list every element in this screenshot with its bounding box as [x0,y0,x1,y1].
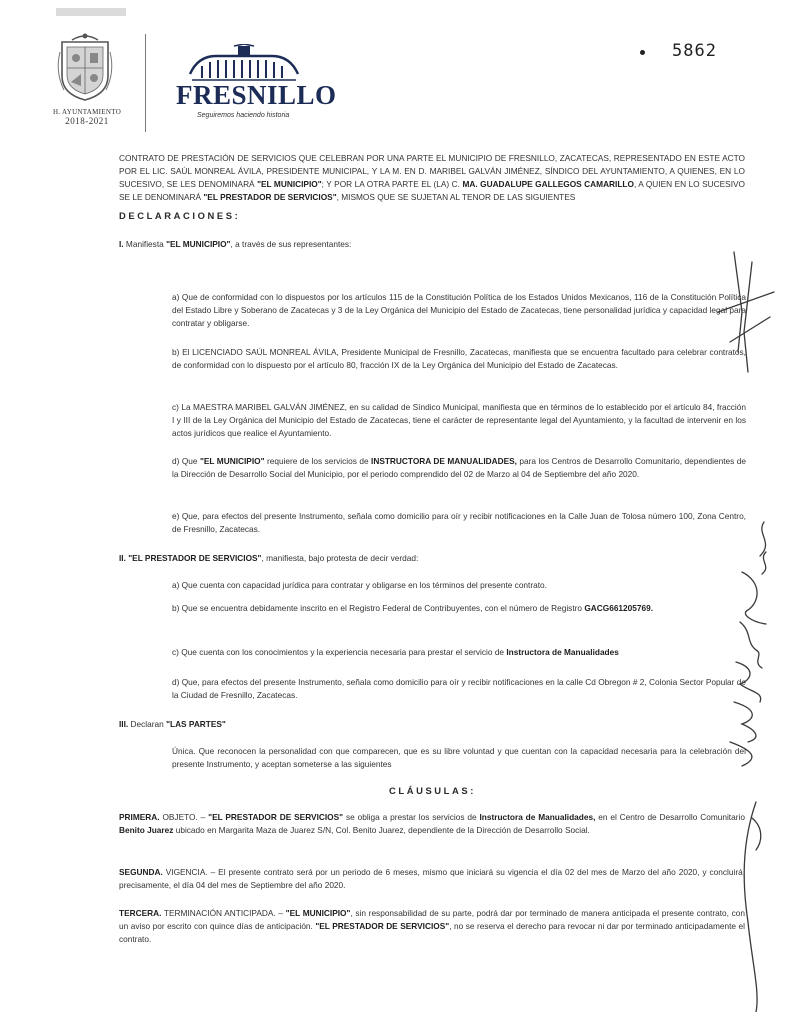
item-service: INSTRUCTORA DE MANUALIDADES, [371,456,517,466]
clausula-segunda [119,866,745,892]
handwritten-signature-icon [712,222,784,1012]
declaracion-ii-a: a) Que cuenta con capacidad jurídica para contratar y obligarse en los términos del presente contrato. [172,580,547,590]
declaracion-ii [119,552,745,565]
clause-text: OBJETO. – [159,812,209,822]
fresnillo-logo-text: FRESNILLO [176,80,337,110]
contract-intro [119,152,745,204]
seal-caption-line2: 2018-2021 [65,116,109,126]
section-party: "EL PRESTADOR DE SERVICIOS" [125,553,262,563]
item-text: para los Centros de Desarrollo Comunitario, dependientes de la Dirección de Desarrollo Social del Municipio, por el periodo comprendido del 02 de Marzo al 04 de Septiembre del año 2020. [172,456,746,479]
clause-center: Benito Juarez [119,825,174,835]
clause-text: TERMINACIÓN ANTICIPADA. – [161,908,286,918]
scan-mark [56,8,126,16]
section-party: "LAS PARTES" [166,719,226,729]
declaracion-iii [119,718,745,731]
declaracion-i-e: e) Que, para efectos del presente Instrumento, señala como domicilio para oír y recibir notificaciones en la Calle Juan de Tolosa número 100, Zona Centro, de Fresnillo, Zacatecas. [172,511,746,534]
section-party: "EL MUNICIPIO" [166,239,231,249]
declaracion-unica: Única. Que reconocen la personalidad con que comparecen, que es su libre voluntad y que cuentan con la capacidad necesaria para la celebración del presente Instrumento, y aceptan someterse a las siguientes [172,746,746,769]
intro-provider-name: MA. GUADALUPE GALLEGOS CAMARILLO [462,179,634,189]
seal-caption-line1: H. AYUNTAMIENTO [52,108,122,116]
declaracion-i-a: a) Que de conformidad con lo dispuestos por los artículos 115 de la Constitución Política de los Estados Unidos Mexicanos, 116 de la Constitución Política del Estado Libre y Soberano de Zacatecas y 3 de la Ley Orgánica del Municipio del Estado de Zacatecas, tiene personalidad jurídica y capacidad legal para contratar y obligarse. [172,292,746,328]
clause-label: TERCERA. [119,908,162,918]
declaracion-i [119,238,745,251]
intro-text: , MISMOS QUE SE SUJETAN AL TENOR DE LAS SIGUIENTES [336,192,576,202]
clause-label: SEGUNDA. [119,867,163,877]
folio-mark [640,50,645,55]
declaracion-ii-b [172,602,746,615]
item-text: d) Que [172,456,200,466]
logo-tagline: Seguiremos haciendo historia [197,112,290,119]
declaracion-i-c: c) La MAESTRA MARIBEL GALVÁN JIMÉNEZ, en su calidad de Síndico Municipal, manifiesta que en términos de lo establecido por el artículo 84, fracción I y III de la Ley Orgánica del Municipio del Estado de Zacatecas, tiene el carácter de representante legal del Ayuntamiento, y la facultad de intervenir en los actos jurídicos que realice el Ayuntamiento. [172,402,746,438]
clause-text: ubicado en Margarita Maza de Juarez S/N, Col. Benito Juarez, dependiente de la Dirección de Desarrollo Social. [173,825,590,835]
intro-party-municipio: "EL MUNICIPIO" [257,179,322,189]
clause-party: "EL PRESTADOR DE SERVICIOS" [208,812,344,822]
intro-text: ; Y POR LA OTRA PARTE EL (LA) C. [321,179,463,189]
rfc-number: GACG661205769. [584,603,654,613]
intro-text: , A QUIEN EN LO SUCESIVO SE LE DENOMINARÁ [119,179,745,202]
clausula-tercera [119,907,745,946]
clause-text: se obliga a prestar los servicios de [343,812,480,822]
section-text: Manifiesta [123,239,167,249]
section-number: II. [119,553,126,563]
declaracion-i-d [172,455,746,481]
item-text: requiere de los servicios de [264,456,372,466]
clause-service: Instructora de Manualidades, [479,812,596,822]
declaracion-ii-c [172,646,746,659]
section-text: Declaran [128,719,167,729]
clause-party: "EL PRESTADOR DE SERVICIOS" [315,921,450,931]
header-divider [145,34,146,132]
folio-number: 5862 [672,41,717,61]
clausulas-heading: CLÁUSULAS: [389,785,476,796]
clause-text: , sin responsabilidad de su parte, podrá dar por terminado de manera anticipada el presente contrato, con un aviso por escrito con quince días de anticipación. [119,908,745,931]
clausula-primera [119,811,745,837]
declaracion-i-b: b) El LICENCIADO SAÚL MONREAL ÁVILA, Presidente Municipal de Fresnillo, Zacatecas, manifiesta que se encuentra facultado para celebrar contratos, de conformidad con lo dispuesto por el artículo 80, fracción IX de la Ley Orgánica del Municipio del Estado de Zacatecas. [172,347,746,370]
clause-text: en el Centro de Desarrollo Comunitario [595,812,745,822]
seal-caption [48,108,126,126]
item-service: Instructora de Manualidades [506,647,619,657]
section-number: I. [119,239,124,249]
section-number: III. [119,719,129,729]
item-party: "EL MUNICIPIO" [199,456,265,466]
declaracion-ii-d: d) Que, para efectos del presente Instrumento, señala como domicilio para oír y recibir notificaciones en la calle Cd Obregon # 2, Colonia Sector Popular de la Ciudad de Fresnillo, Zacatecas. [172,677,746,700]
intro-party-prestador: "EL PRESTADOR DE SERVICIOS" [203,192,337,202]
municipal-seal-icon [54,32,116,102]
clause-text: , no se reserva el derecho para revocar ni dar por terminado anticipadamente el contrato. [119,921,745,944]
item-text: b) Que se encuentra debidamente inscrito en el Registro Federal de Contribuyentes, con el número de Registro [172,603,585,613]
section-text: , a través de sus representantes: [230,239,352,249]
declaraciones-heading: DECLARACIONES: [119,210,241,221]
intro-text: CONTRATO DE PRESTACIÓN DE SERVICIOS QUE CELEBRAN POR UNA PARTE EL MUNICIPIO DE FRESNILLO, ZACATECAS, REPRESENTADO EN ESTE ACTO POR EL LIC. SAÚL MONREAL ÁVILA, PRESIDENTE MUNICIPAL, Y LA M. EN D. MARIBEL GALVÁN JIMÉNEZ, SÍNDICO DEL AYUNTAMIENTO, A QUIENES, EN LO SUCESIVO, SE LES DENOMINARÁ [119,153,745,189]
section-text: , manifiesta, bajo protesta de decir verdad: [261,553,419,563]
clause-text: VIGENCIA. – El presente contrato será por un periodo de 6 meses, mismo que iniciará su vigencia el día 02 del mes de Marzo del año 2020, y concluirá, precisamente, el día 04 del mes de Septiembre del año 2020. [119,867,745,890]
item-text: c) Que cuenta con los conocimientos y la experiencia necesaria para prestar el servicio de [172,647,507,657]
clause-party: "EL MUNICIPIO" [285,908,351,918]
clause-label: PRIMERA. [119,812,160,822]
